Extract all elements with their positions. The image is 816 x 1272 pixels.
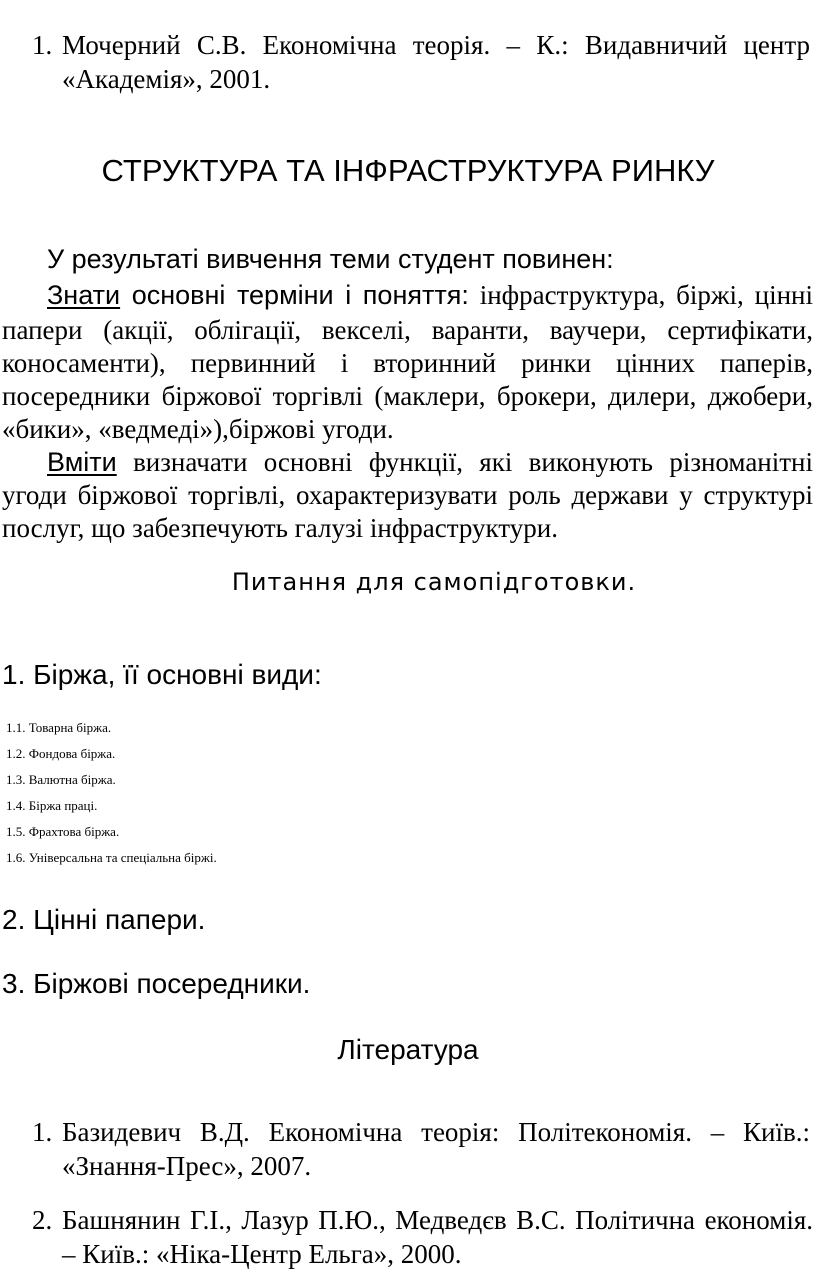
literature-1-line1: Базидевич В.Д. Економічна теорія: Політекономія. – Київ.: (62, 1117, 810, 1147)
question-3: 3. Біржові посередники. (2, 968, 311, 999)
know-terms: основні терміни і поняття: (131, 280, 469, 310)
able-line1-rest: визначати основні функції, які виконують різноманітні (133, 447, 814, 477)
sub-question-1-2: 1.2. Фондова біржа. (6, 746, 116, 761)
sub-question-1-4: 1.4. Біржа праці. (6, 798, 98, 813)
know-line-4: посередники біржової торгівлі (маклери, брокери, дилери, джобери, (2, 381, 813, 411)
top-reference-line1: Мочерний С.В. Економічна теорія. – К.: Видавничий центр (62, 30, 810, 60)
literature-2-line2: – Київ.: «Ніка-Центр Ельга», 2000. (62, 1239, 462, 1269)
sub-question-1-6: 1.6. Універсальна та спеціальна біржі. (6, 850, 217, 865)
literature-2-line1: Башнянин Г.І., Лазур П.Ю., Медведєв В.С. Політична економія. (62, 1205, 813, 1235)
literature-2-number: 2. (32, 1205, 53, 1235)
literature-title: Література (337, 1034, 479, 1065)
able-label: Вміти (47, 447, 117, 477)
sub-question-1-5: 1.5. Фрахтова біржа. (6, 824, 120, 839)
main-title: СТРУКТУРА ТА ІНФРАСТРУКТУРА РИНКУ (101, 153, 715, 188)
able-line-1 (47, 447, 813, 478)
questions-title: Питання для самопідготовки. (231, 568, 637, 596)
know-label: Знати (47, 280, 121, 310)
question-1: 1. Біржа, її основні види: (2, 659, 322, 690)
objectives-intro: У результаті вивчення теми студент повинен: (47, 244, 614, 274)
know-line-1 (47, 280, 813, 311)
able-line-2: угоди біржової торгівлі, охарактеризувати роль держави у структурі (2, 480, 813, 510)
sub-question-1-1: 1.1. Товарна біржа. (6, 720, 112, 735)
know-line1-rest: інфраструктура, біржі, цінні (479, 280, 813, 310)
able-line-3: послуг, що забезпечують галузі інфраструктури. (2, 513, 558, 543)
know-line-5: «бики», «ведмеді»),біржові угоди. (2, 414, 394, 444)
sub-question-1-3: 1.3. Валютна біржа. (6, 772, 116, 787)
know-line-2: папери (акції, облігації, векселі, варанти, ваучери, сертифікати, (2, 315, 813, 345)
literature-1-number: 1. (32, 1117, 53, 1147)
question-2: 2. Цінні папери. (2, 904, 206, 935)
literature-1-line2: «Знання-Прес», 2007. (62, 1151, 312, 1181)
know-line-3: коносаменти), первинний і вторинний ринки цінних паперів, (2, 348, 813, 378)
top-reference-number: 1. (32, 30, 53, 60)
top-reference-line2: «Академія», 2001. (62, 64, 271, 94)
